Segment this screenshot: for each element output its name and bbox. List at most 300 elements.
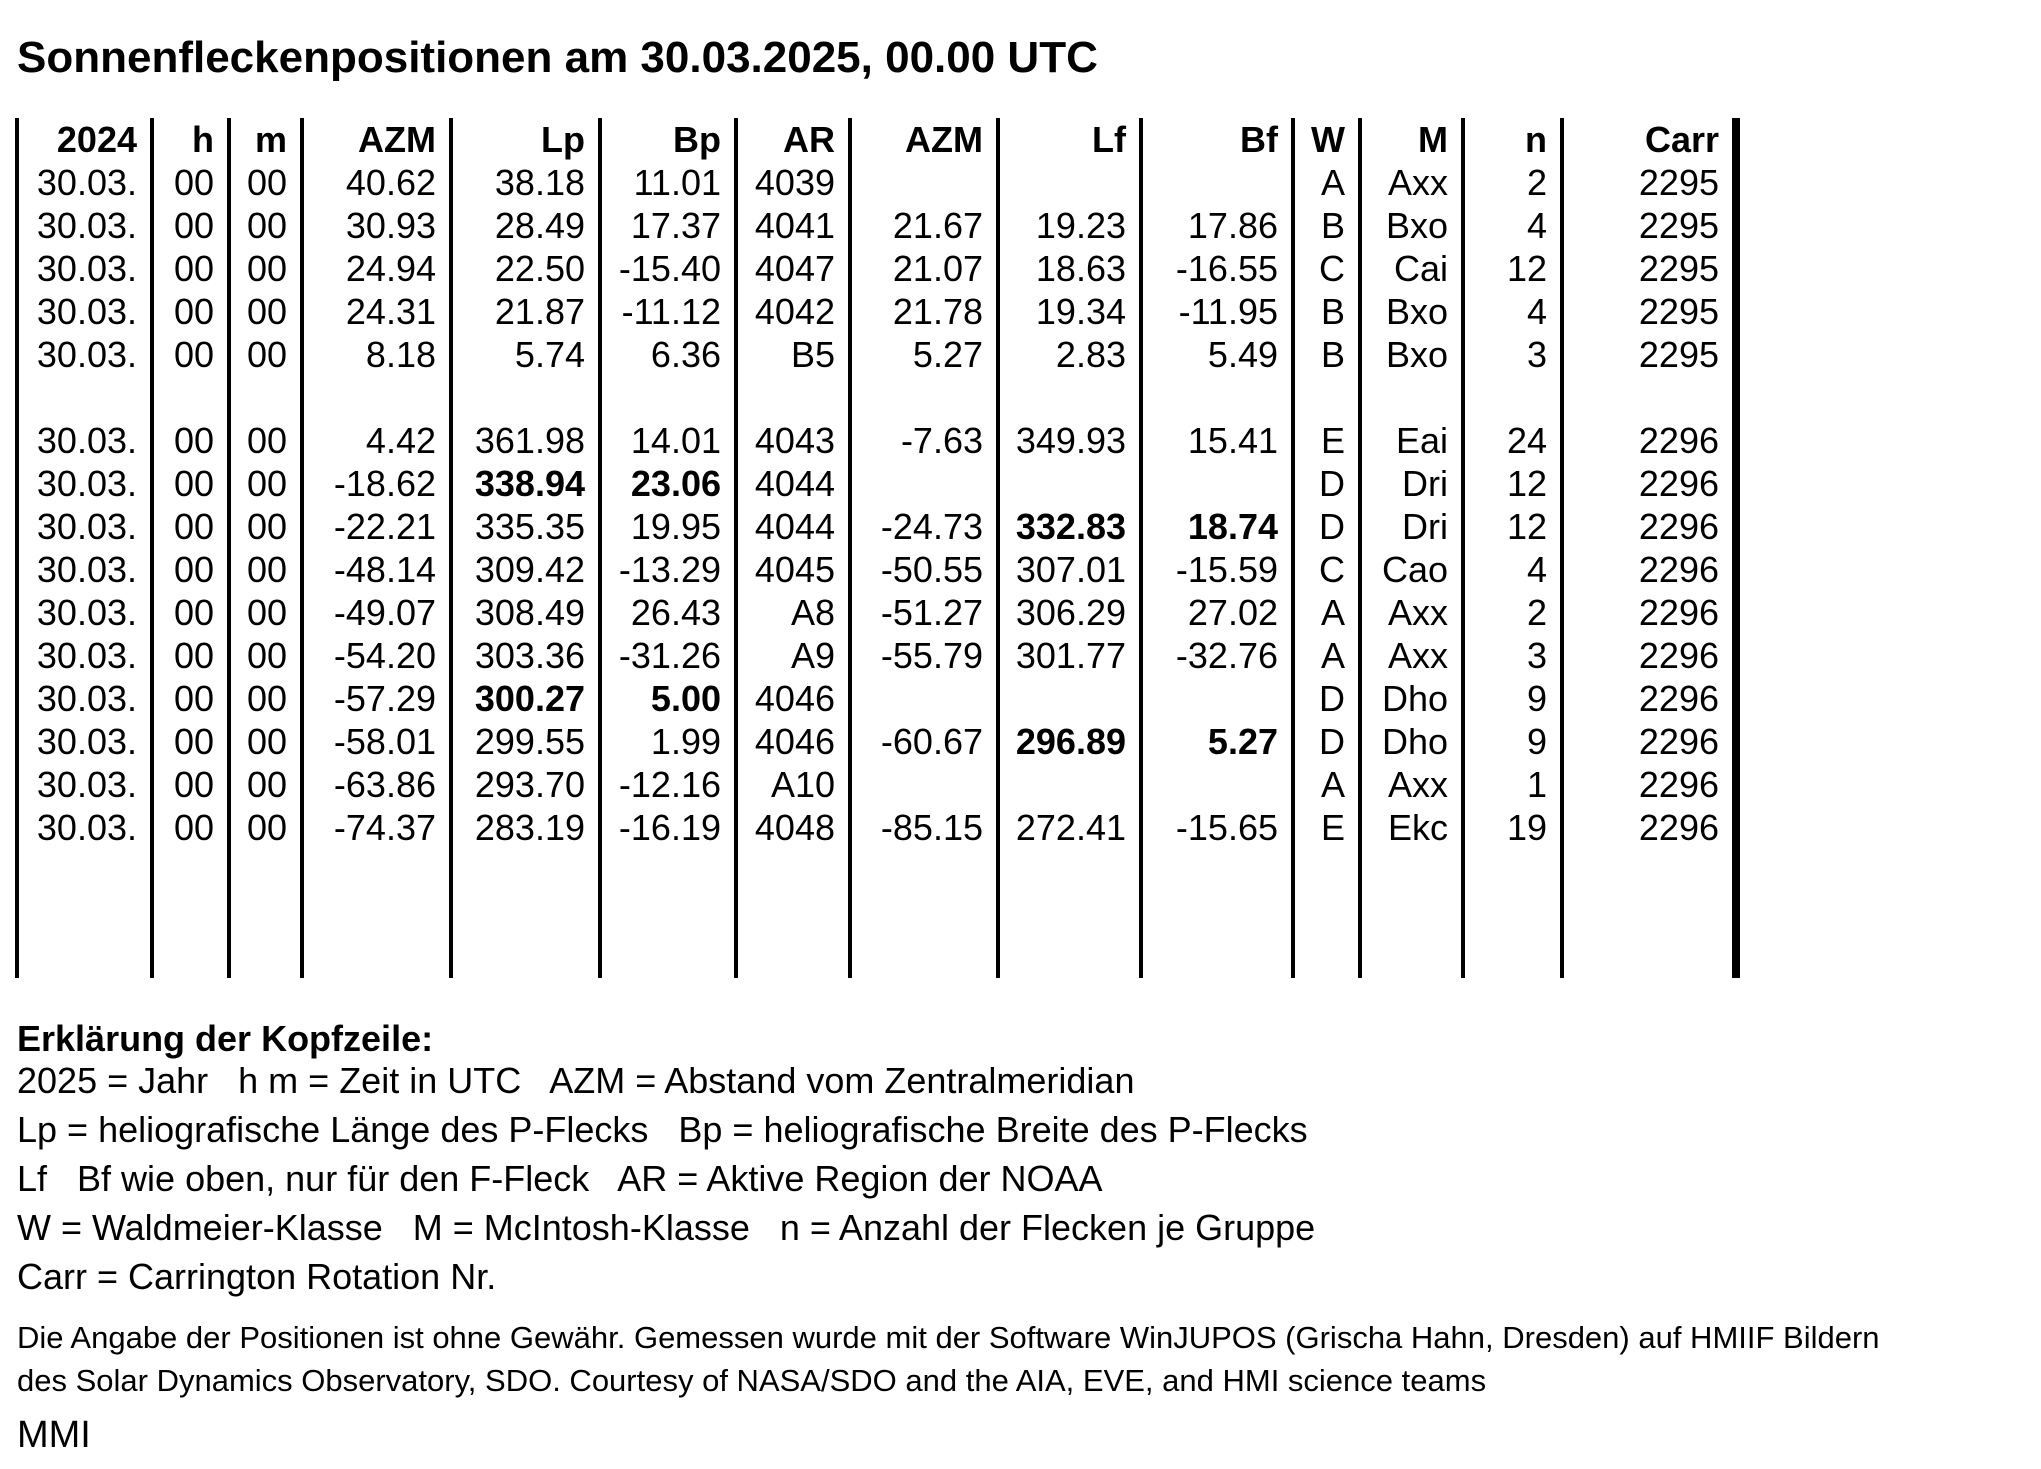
column-header-m: M xyxy=(1362,118,1465,161)
cell-lf: 306.29 xyxy=(1000,591,1143,634)
cell-n: 1 xyxy=(1465,763,1564,806)
cell-carr: 2295 xyxy=(1564,290,1740,333)
cell-m xyxy=(1362,849,1465,892)
cell-m xyxy=(1362,376,1465,419)
cell-lf xyxy=(1000,849,1143,892)
cell-bp: 5.00 xyxy=(602,677,738,720)
cell-bf: 5.49 xyxy=(1143,333,1295,376)
cell-h: 00 xyxy=(154,763,231,806)
cell-bp xyxy=(602,849,738,892)
cell-w xyxy=(1295,376,1362,419)
cell-m xyxy=(231,935,304,978)
cell-lp: 299.55 xyxy=(453,720,602,763)
cell-bf xyxy=(1143,849,1295,892)
table-row xyxy=(19,376,1740,419)
cell-bf: -15.59 xyxy=(1143,548,1295,591)
cell-lf: 18.63 xyxy=(1000,247,1143,290)
cell-lf: 19.34 xyxy=(1000,290,1143,333)
cell-bp: 11.01 xyxy=(602,161,738,204)
cell-m: 00 xyxy=(231,333,304,376)
cell-azm2: -51.27 xyxy=(852,591,1000,634)
cell-h: 00 xyxy=(154,333,231,376)
cell-azm: -22.21 xyxy=(304,505,453,548)
cell-ar xyxy=(738,935,852,978)
cell-w: A xyxy=(1295,161,1362,204)
legend-line: Carr = Carrington Rotation Nr. xyxy=(17,1256,497,1297)
page-title: Sonnenfleckenpositionen am 30.03.2025, 00.00 UTC xyxy=(17,33,1098,83)
cell-bp: 1.99 xyxy=(602,720,738,763)
cell-azm2: -7.63 xyxy=(852,419,1000,462)
cell-lp: 22.50 xyxy=(453,247,602,290)
cell-n: 2 xyxy=(1465,591,1564,634)
cell-m: Axx xyxy=(1362,763,1465,806)
cell-lp: 309.42 xyxy=(453,548,602,591)
cell-bf xyxy=(1143,892,1295,935)
cell-w: C xyxy=(1295,548,1362,591)
cell-m: Dri xyxy=(1362,505,1465,548)
table-row xyxy=(19,849,1740,892)
cell-w: D xyxy=(1295,505,1362,548)
cell-w: B xyxy=(1295,290,1362,333)
cell-azm2: -85.15 xyxy=(852,806,1000,849)
cell-lp: 308.49 xyxy=(453,591,602,634)
cell-n: 3 xyxy=(1465,634,1564,677)
cell-carr: 2296 xyxy=(1564,763,1740,806)
table-row xyxy=(19,634,1740,677)
cell-azm: -63.86 xyxy=(304,763,453,806)
cell-azm: 24.94 xyxy=(304,247,453,290)
cell-bp: -13.29 xyxy=(602,548,738,591)
cell-h xyxy=(154,892,231,935)
cell-ar: 4042 xyxy=(738,290,852,333)
cell-n: 12 xyxy=(1465,505,1564,548)
cell-m xyxy=(1362,892,1465,935)
column-header-h: h xyxy=(154,118,231,161)
cell-n xyxy=(1465,376,1564,419)
cell-carr: 2295 xyxy=(1564,161,1740,204)
table-row xyxy=(19,892,1740,935)
cell-w: A xyxy=(1295,634,1362,677)
cell-azm xyxy=(304,376,453,419)
table-row xyxy=(19,677,1740,720)
cell-ar xyxy=(738,849,852,892)
table-row xyxy=(19,505,1740,548)
cell-n: 24 xyxy=(1465,419,1564,462)
cell-lp: 293.70 xyxy=(453,763,602,806)
cell-lf xyxy=(1000,161,1143,204)
cell-azm: 8.18 xyxy=(304,333,453,376)
cell-w: D xyxy=(1295,720,1362,763)
cell-date: 30.03. xyxy=(19,634,154,677)
cell-lf: 301.77 xyxy=(1000,634,1143,677)
cell-lf xyxy=(1000,376,1143,419)
cell-azm xyxy=(304,892,453,935)
cell-carr xyxy=(1564,376,1740,419)
table-row xyxy=(19,290,1740,333)
cell-lf: 296.89 xyxy=(1000,720,1143,763)
cell-bf xyxy=(1143,161,1295,204)
cell-lp: 38.18 xyxy=(453,161,602,204)
cell-n: 12 xyxy=(1465,462,1564,505)
cell-lp xyxy=(453,935,602,978)
cell-n: 2 xyxy=(1465,161,1564,204)
cell-h: 00 xyxy=(154,720,231,763)
cell-m: 00 xyxy=(231,720,304,763)
cell-h: 00 xyxy=(154,677,231,720)
cell-w: C xyxy=(1295,247,1362,290)
cell-azm2 xyxy=(852,935,1000,978)
cell-bp: 26.43 xyxy=(602,591,738,634)
cell-lp: 28.49 xyxy=(453,204,602,247)
table-row xyxy=(19,161,1740,204)
cell-h: 00 xyxy=(154,462,231,505)
cell-m: Eai xyxy=(1362,419,1465,462)
table-row xyxy=(19,462,1740,505)
cell-bf: 18.74 xyxy=(1143,505,1295,548)
cell-w: E xyxy=(1295,806,1362,849)
cell-azm: 40.62 xyxy=(304,161,453,204)
cell-lp: 5.74 xyxy=(453,333,602,376)
cell-date: 30.03. xyxy=(19,591,154,634)
cell-azm2: 21.67 xyxy=(852,204,1000,247)
legend-line: Lf Bf wie oben, nur für den F-Fleck AR = Aktive Region der NOAA xyxy=(17,1158,1103,1199)
cell-m: Ekc xyxy=(1362,806,1465,849)
sunspot-table xyxy=(15,118,1740,978)
cell-ar: 4046 xyxy=(738,720,852,763)
cell-lf xyxy=(1000,462,1143,505)
cell-bf: -32.76 xyxy=(1143,634,1295,677)
cell-azm2 xyxy=(852,161,1000,204)
cell-w: B xyxy=(1295,333,1362,376)
cell-m: 00 xyxy=(231,591,304,634)
cell-carr: 2296 xyxy=(1564,462,1740,505)
cell-azm xyxy=(304,849,453,892)
cell-m: Cao xyxy=(1362,548,1465,591)
cell-h: 00 xyxy=(154,806,231,849)
cell-azm2 xyxy=(852,892,1000,935)
cell-bf: 17.86 xyxy=(1143,204,1295,247)
column-header-bf: Bf xyxy=(1143,118,1295,161)
cell-bf: -16.55 xyxy=(1143,247,1295,290)
cell-ar: A10 xyxy=(738,763,852,806)
table-row xyxy=(19,333,1740,376)
cell-date: 30.03. xyxy=(19,505,154,548)
cell-h: 00 xyxy=(154,505,231,548)
cell-azm2: 21.78 xyxy=(852,290,1000,333)
cell-azm: -18.62 xyxy=(304,462,453,505)
cell-bp: 6.36 xyxy=(602,333,738,376)
cell-w: A xyxy=(1295,763,1362,806)
cell-lp: 303.36 xyxy=(453,634,602,677)
cell-m xyxy=(1362,935,1465,978)
cell-bp: 19.95 xyxy=(602,505,738,548)
cell-ar: A8 xyxy=(738,591,852,634)
table-row xyxy=(19,935,1740,978)
cell-lp xyxy=(453,849,602,892)
signature: MMI xyxy=(17,1414,91,1456)
cell-bp: -16.19 xyxy=(602,806,738,849)
cell-m: 00 xyxy=(231,161,304,204)
cell-azm2: -24.73 xyxy=(852,505,1000,548)
cell-date: 30.03. xyxy=(19,290,154,333)
cell-n xyxy=(1465,849,1564,892)
cell-n: 9 xyxy=(1465,720,1564,763)
cell-n: 4 xyxy=(1465,548,1564,591)
cell-bf xyxy=(1143,763,1295,806)
cell-lp: 300.27 xyxy=(453,677,602,720)
cell-lf: 349.93 xyxy=(1000,419,1143,462)
table-row xyxy=(19,806,1740,849)
cell-date: 30.03. xyxy=(19,161,154,204)
cell-carr: 2295 xyxy=(1564,204,1740,247)
cell-lf xyxy=(1000,892,1143,935)
cell-date: 30.03. xyxy=(19,419,154,462)
column-header-ar: AR xyxy=(738,118,852,161)
cell-h: 00 xyxy=(154,290,231,333)
cell-date xyxy=(19,376,154,419)
cell-date: 30.03. xyxy=(19,247,154,290)
cell-azm xyxy=(304,935,453,978)
table-row xyxy=(19,247,1740,290)
cell-ar xyxy=(738,892,852,935)
cell-azm: -54.20 xyxy=(304,634,453,677)
cell-azm2: 21.07 xyxy=(852,247,1000,290)
cell-h: 00 xyxy=(154,548,231,591)
cell-w: B xyxy=(1295,204,1362,247)
cell-bf: -15.65 xyxy=(1143,806,1295,849)
cell-carr: 2295 xyxy=(1564,247,1740,290)
cell-lf: 307.01 xyxy=(1000,548,1143,591)
cell-azm2 xyxy=(852,376,1000,419)
cell-lf: 332.83 xyxy=(1000,505,1143,548)
cell-lp: 338.94 xyxy=(453,462,602,505)
cell-bp: 23.06 xyxy=(602,462,738,505)
table-row xyxy=(19,419,1740,462)
cell-date xyxy=(19,935,154,978)
cell-h xyxy=(154,935,231,978)
cell-azm: -49.07 xyxy=(304,591,453,634)
cell-n: 9 xyxy=(1465,677,1564,720)
cell-m: Axx xyxy=(1362,161,1465,204)
cell-carr: 2296 xyxy=(1564,806,1740,849)
column-header-n: n xyxy=(1465,118,1564,161)
cell-carr xyxy=(1564,935,1740,978)
cell-date: 30.03. xyxy=(19,462,154,505)
cell-ar: 4041 xyxy=(738,204,852,247)
cell-bp: -12.16 xyxy=(602,763,738,806)
table-row xyxy=(19,591,1740,634)
cell-lf: 272.41 xyxy=(1000,806,1143,849)
cell-ar: 4046 xyxy=(738,677,852,720)
cell-bp: -15.40 xyxy=(602,247,738,290)
cell-carr: 2296 xyxy=(1564,634,1740,677)
cell-m: 00 xyxy=(231,763,304,806)
cell-azm2: -50.55 xyxy=(852,548,1000,591)
cell-bp: 14.01 xyxy=(602,419,738,462)
column-header-date: 2024 xyxy=(19,118,154,161)
cell-m: Dho xyxy=(1362,677,1465,720)
cell-h: 00 xyxy=(154,419,231,462)
cell-bf xyxy=(1143,677,1295,720)
cell-m: 00 xyxy=(231,290,304,333)
cell-date: 30.03. xyxy=(19,763,154,806)
cell-bf xyxy=(1143,376,1295,419)
cell-lp xyxy=(453,892,602,935)
legend-line: W = Waldmeier-Klasse M = McIntosh-Klasse n = Anzahl der Flecken je Gruppe xyxy=(17,1207,1316,1248)
cell-h: 00 xyxy=(154,591,231,634)
cell-carr: 2296 xyxy=(1564,419,1740,462)
cell-lf xyxy=(1000,677,1143,720)
cell-m: Dho xyxy=(1362,720,1465,763)
cell-lp: 21.87 xyxy=(453,290,602,333)
cell-w: D xyxy=(1295,677,1362,720)
disclaimer-line: Die Angabe der Positionen ist ohne Gewähr. Gemessen wurde mit der Software WinJUPOS (Grischa Hahn, Dresden) auf HMIIF Bildern xyxy=(17,1320,1880,1355)
cell-h xyxy=(154,849,231,892)
cell-ar: 4044 xyxy=(738,462,852,505)
cell-m: Axx xyxy=(1362,591,1465,634)
cell-date: 30.03. xyxy=(19,720,154,763)
cell-carr: 2295 xyxy=(1564,333,1740,376)
cell-ar: 4048 xyxy=(738,806,852,849)
column-header-azm: AZM xyxy=(304,118,453,161)
cell-carr: 2296 xyxy=(1564,720,1740,763)
cell-date xyxy=(19,892,154,935)
cell-bf xyxy=(1143,935,1295,978)
cell-h xyxy=(154,376,231,419)
cell-carr: 2296 xyxy=(1564,548,1740,591)
cell-ar: 4047 xyxy=(738,247,852,290)
cell-m: 00 xyxy=(231,419,304,462)
cell-w xyxy=(1295,849,1362,892)
cell-lf: 2.83 xyxy=(1000,333,1143,376)
cell-n xyxy=(1465,892,1564,935)
cell-m: Dri xyxy=(1362,462,1465,505)
cell-carr: 2296 xyxy=(1564,677,1740,720)
cell-m: 00 xyxy=(231,505,304,548)
cell-m: 00 xyxy=(231,634,304,677)
cell-h: 00 xyxy=(154,204,231,247)
cell-bf: -11.95 xyxy=(1143,290,1295,333)
cell-carr: 2296 xyxy=(1564,505,1740,548)
cell-lf xyxy=(1000,763,1143,806)
cell-lp xyxy=(453,376,602,419)
cell-n: 12 xyxy=(1465,247,1564,290)
cell-m: 00 xyxy=(231,677,304,720)
cell-azm: -48.14 xyxy=(304,548,453,591)
cell-m: Bxo xyxy=(1362,333,1465,376)
cell-azm: -57.29 xyxy=(304,677,453,720)
cell-m: 00 xyxy=(231,806,304,849)
cell-date xyxy=(19,849,154,892)
cell-n: 4 xyxy=(1465,290,1564,333)
cell-lp: 361.98 xyxy=(453,419,602,462)
cell-ar: A9 xyxy=(738,634,852,677)
cell-date: 30.03. xyxy=(19,806,154,849)
cell-lp: 335.35 xyxy=(453,505,602,548)
cell-bf xyxy=(1143,462,1295,505)
cell-azm: 4.42 xyxy=(304,419,453,462)
cell-h: 00 xyxy=(154,161,231,204)
cell-azm2: -60.67 xyxy=(852,720,1000,763)
cell-azm: 30.93 xyxy=(304,204,453,247)
cell-m: Axx xyxy=(1362,634,1465,677)
cell-m: 00 xyxy=(231,204,304,247)
table-header-row xyxy=(19,118,1740,161)
cell-lf: 19.23 xyxy=(1000,204,1143,247)
legend-line: Lp = heliografische Länge des P-Flecks Bp = heliografische Breite des P-Flecks xyxy=(17,1109,1308,1150)
table-row xyxy=(19,204,1740,247)
legend-line: 2025 = Jahr h m = Zeit in UTC AZM = Abstand vom Zentralmeridian xyxy=(17,1060,1135,1101)
cell-azm2 xyxy=(852,849,1000,892)
column-header-w: W xyxy=(1295,118,1362,161)
cell-m: Cai xyxy=(1362,247,1465,290)
cell-lf xyxy=(1000,935,1143,978)
cell-w xyxy=(1295,935,1362,978)
cell-n xyxy=(1465,935,1564,978)
cell-carr xyxy=(1564,849,1740,892)
legend-heading: Erklärung der Kopfzeile: xyxy=(17,1017,434,1059)
cell-m: 00 xyxy=(231,462,304,505)
table-row xyxy=(19,720,1740,763)
cell-h: 00 xyxy=(154,247,231,290)
cell-bf: 5.27 xyxy=(1143,720,1295,763)
cell-date: 30.03. xyxy=(19,548,154,591)
cell-m: Bxo xyxy=(1362,204,1465,247)
legend xyxy=(17,1056,1315,1301)
table-row xyxy=(19,763,1740,806)
cell-azm2 xyxy=(852,763,1000,806)
cell-azm: -58.01 xyxy=(304,720,453,763)
disclaimer-line: des Solar Dynamics Observatory, SDO. Courtesy of NASA/SDO and the AIA, EVE, and HMI science teams xyxy=(17,1363,1487,1398)
column-header-lp: Lp xyxy=(453,118,602,161)
cell-carr xyxy=(1564,892,1740,935)
cell-bp: 17.37 xyxy=(602,204,738,247)
cell-ar: 4044 xyxy=(738,505,852,548)
cell-m: Bxo xyxy=(1362,290,1465,333)
column-header-bp: Bp xyxy=(602,118,738,161)
cell-n: 4 xyxy=(1465,204,1564,247)
table-row xyxy=(19,548,1740,591)
cell-w: D xyxy=(1295,462,1362,505)
cell-m xyxy=(231,892,304,935)
column-header-m: m xyxy=(231,118,304,161)
cell-date: 30.03. xyxy=(19,333,154,376)
cell-azm: 24.31 xyxy=(304,290,453,333)
cell-date: 30.03. xyxy=(19,204,154,247)
cell-lp: 283.19 xyxy=(453,806,602,849)
cell-ar: 4045 xyxy=(738,548,852,591)
cell-azm: -74.37 xyxy=(304,806,453,849)
cell-bp xyxy=(602,376,738,419)
cell-ar: 4043 xyxy=(738,419,852,462)
column-header-carr: Carr xyxy=(1564,118,1740,161)
cell-n: 3 xyxy=(1465,333,1564,376)
cell-carr: 2296 xyxy=(1564,591,1740,634)
cell-azm2: -55.79 xyxy=(852,634,1000,677)
column-header-lf: Lf xyxy=(1000,118,1143,161)
cell-ar: 4039 xyxy=(738,161,852,204)
cell-azm2 xyxy=(852,462,1000,505)
cell-bf: 15.41 xyxy=(1143,419,1295,462)
cell-h: 00 xyxy=(154,634,231,677)
cell-w xyxy=(1295,892,1362,935)
cell-azm2: 5.27 xyxy=(852,333,1000,376)
cell-ar xyxy=(738,376,852,419)
cell-bp: -11.12 xyxy=(602,290,738,333)
cell-bp xyxy=(602,892,738,935)
cell-azm2 xyxy=(852,677,1000,720)
cell-bf: 27.02 xyxy=(1143,591,1295,634)
